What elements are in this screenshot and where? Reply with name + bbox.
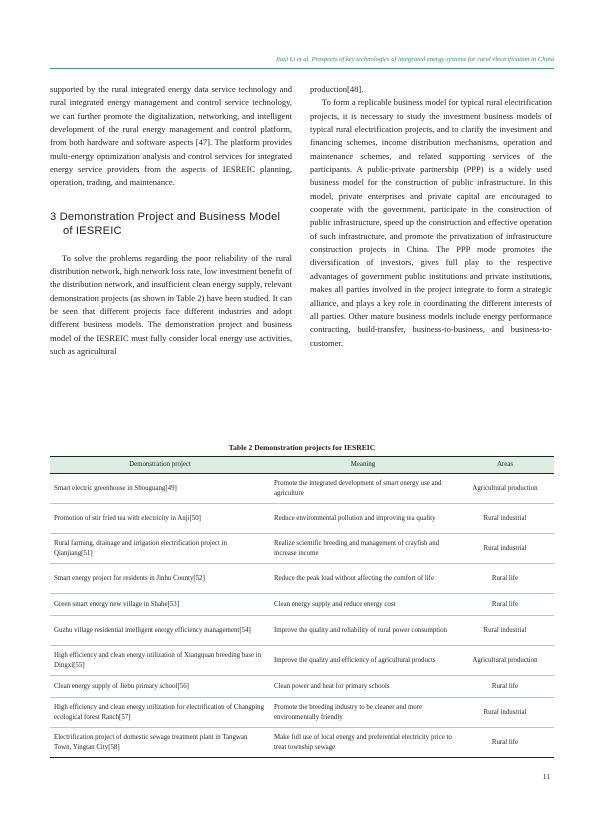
- area-cell: Agricultural production: [456, 474, 554, 504]
- table-row: [50, 534, 554, 564]
- table-row: [50, 564, 554, 594]
- table-row: [50, 594, 554, 616]
- right-paragraph-2: To form a replicable business model for typical rural electrification projects, it is necessary to study the investment business models of typical rural electrification projects, and to clarify the investment and financing schemes, income distribution mechanisms, operation and maintenance schemes, and related supporting services of the participants. A public-private partnership (PPP) is a widely used business model for the construction of public infrastructure. In this model, private enterprises and private capital are encouraged to cooperate with the government, participate in the construction of public infrastructure, speed up the construction and effective operation of such infrastructure, and promote the privatization of infrastructure construction projects in China. The PPP mode promotes the diversification of investors, gives full play to the respective advantages of government public institutions and private institutions, makes all parties involved in the project integrate to form a strategic alliance, and plays a key role in coordinating the different interests of all parties. Other mature business models include energy performance contracting, build-transfer, business-to-business, and business-to-customer.: [310, 97, 552, 348]
- meaning-cell: Clean energy supply and reduce energy cost: [270, 594, 456, 616]
- meaning-cell: Promote the breeding industry to be cleaner and more environmentally friendly: [270, 698, 456, 728]
- table-header-project: Demonstration project: [50, 457, 270, 474]
- project-cell: High efficiency and clean energy utilization of Xiangquan breeding base in Dingxi[55]: [50, 646, 270, 676]
- meaning-cell: Reduce environmental pollution and improving tea quality: [270, 504, 456, 534]
- meaning-cell: Reduce the peak load without affecting the comfort of life: [270, 564, 456, 594]
- table-header-areas: Areas: [456, 457, 554, 474]
- area-cell: Rural life: [456, 728, 554, 758]
- area-cell: Rural industrial: [456, 616, 554, 646]
- project-cell: Guzhu village residential intelligent energy efficiency management[54]: [50, 616, 270, 646]
- table-row: [50, 698, 554, 728]
- area-cell: Rural life: [456, 564, 554, 594]
- section-heading: 3 Demonstration Project and Business Model of IESREIC: [50, 210, 281, 237]
- project-cell: High efficiency and clean energy utilization for electrification of Changping ecological forest Ranch[57]: [50, 698, 270, 728]
- page-number: 11: [542, 772, 550, 781]
- table-caption: Table 2 Demonstration projects for IESREIC: [228, 443, 376, 452]
- project-cell: Electrification project of domestic sewage treatment plant in Tangwan Town, Yingtan City[58]: [50, 728, 270, 758]
- table-row: [50, 646, 554, 676]
- table-row: [50, 474, 554, 504]
- project-cell: Clean energy supply of Jiebu primary school[56]: [50, 676, 270, 698]
- project-cell: Rural farming, drainage and irrigation electrification project in Qianjiang[51]: [50, 534, 270, 564]
- project-cell: Smart energy project for residents in Jinhu County[52]: [50, 564, 270, 594]
- meaning-cell: Make full use of local energy and preferential electricity price to treat township sewage: [270, 728, 456, 758]
- left-paragraph-1: supported by the rural integrated energy data service technology and rural integrated energy management and control service technology, we can further promote the digitalization, networking, and intelligent development of the rural energy management and control platform, from both hardware and software aspects [47]. The platform provides multi-energy optimization analysis and control services for integrated energy service providers from the aspects of IESREIC planning, operation, trading, and maintenance.: [50, 84, 292, 188]
- left-column: [50, 83, 292, 359]
- table-row: [50, 676, 554, 698]
- area-cell: Rural life: [456, 594, 554, 616]
- meaning-cell: Clean power and heat for primary schools: [270, 676, 456, 698]
- meaning-cell: Improve the quality and reliability of rural power consumption: [270, 616, 456, 646]
- table-row: [50, 616, 554, 646]
- project-cell: Green smart energy new village in Shahe[53]: [50, 594, 270, 616]
- area-cell: Agricultural production: [456, 646, 554, 676]
- meaning-cell: Improve the quality and efficiency of agricultural products: [270, 646, 456, 676]
- right-paragraph-1: production[48].: [310, 84, 364, 94]
- meaning-cell: Realize scientific breeding and management of crayfish and increase income: [270, 534, 456, 564]
- right-column: [310, 83, 552, 350]
- area-cell: Rural life: [456, 676, 554, 698]
- area-cell: Rural industrial: [456, 504, 554, 534]
- left-paragraph-2: To solve the problems regarding the poor reliability of the rural distribution network, high network loss rate, low investment benefit of the distribution network, and insufficient clean energy supply, relevant demonstration projects (as shown in Table 2) have been studied. It can be seen that different projects face different industries and adopt different business models. The demonstration project and business model of the IESREIC must fully consider local energy use activities, such as agricultural: [50, 252, 292, 357]
- header-rule: [50, 68, 554, 69]
- table-header-meaning: Meaning: [270, 457, 456, 474]
- table-row: [50, 728, 554, 758]
- running-head: Jiaxi Li et al. Prospects of key technologies of integrated energy systems for rural electrification in China: [275, 56, 554, 63]
- project-cell: Promotion of stir fried tea with electricity in Anji[50]: [50, 504, 270, 534]
- meaning-cell: Promote the integrated development of smart energy use and agriculture: [270, 474, 456, 504]
- demonstration-projects-table: [50, 456, 554, 758]
- area-cell: Rural industrial: [456, 698, 554, 728]
- table-row: [50, 504, 554, 534]
- area-cell: Rural industrial: [456, 534, 554, 564]
- table-header-row: [50, 457, 554, 474]
- project-cell: Smart electric greenhouse in Shouguang[49]: [50, 474, 270, 504]
